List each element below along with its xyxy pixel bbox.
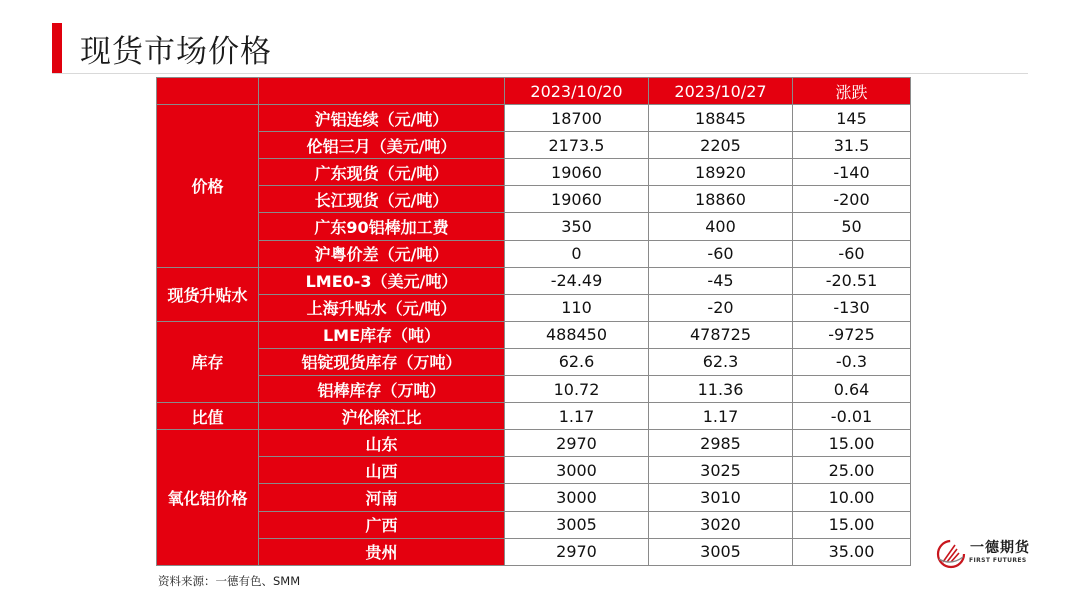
page-title: 现货市场价格 xyxy=(80,34,272,70)
value-cell-date-1: 18700 xyxy=(505,105,649,132)
table-row xyxy=(157,240,911,267)
item-cell: 广西 xyxy=(259,511,505,538)
value-cell-date-2: 2985 xyxy=(649,430,793,457)
table-row xyxy=(157,105,911,132)
header-cell-date-1: 2023/10/20 xyxy=(505,78,649,105)
value-cell-date-1: 2970 xyxy=(505,538,649,565)
value-cell-date-1: 3005 xyxy=(505,511,649,538)
item-cell: 长江现货（元/吨） xyxy=(259,186,505,213)
item-cell: LME0-3（美元/吨） xyxy=(259,267,505,294)
item-cell: 山西 xyxy=(259,457,505,484)
table-row xyxy=(157,484,911,511)
table-row xyxy=(157,267,911,294)
category-cell: 现货升贴水 xyxy=(157,267,259,321)
header-cell-category xyxy=(157,78,259,105)
logo-subtitle: FIRST FUTURES xyxy=(969,557,1027,564)
value-cell-date-1: 3000 xyxy=(505,457,649,484)
logo-name: 一德期货 xyxy=(970,540,1030,556)
value-cell-date-1: 110 xyxy=(505,294,649,321)
value-cell-date-1: 19060 xyxy=(505,186,649,213)
change-cell: -200 xyxy=(793,186,911,213)
change-cell: 35.00 xyxy=(793,538,911,565)
value-cell-date-2: -45 xyxy=(649,267,793,294)
change-cell: -0.3 xyxy=(793,348,911,375)
change-cell: 10.00 xyxy=(793,484,911,511)
category-cell: 价格 xyxy=(157,105,259,268)
value-cell-date-2: 11.36 xyxy=(649,376,793,403)
table-row xyxy=(157,159,911,186)
value-cell-date-1: 62.6 xyxy=(505,348,649,375)
item-cell: 山东 xyxy=(259,430,505,457)
table-row xyxy=(157,321,911,348)
value-cell-date-1: 19060 xyxy=(505,159,649,186)
value-cell-date-2: 3005 xyxy=(649,538,793,565)
value-cell-date-2: 3020 xyxy=(649,511,793,538)
value-cell-date-2: 18845 xyxy=(649,105,793,132)
change-cell: 145 xyxy=(793,105,911,132)
change-cell: -9725 xyxy=(793,321,911,348)
table-row xyxy=(157,213,911,240)
table-row xyxy=(157,376,911,403)
change-cell: 50 xyxy=(793,213,911,240)
item-cell: 沪伦除汇比 xyxy=(259,403,505,430)
change-cell: 15.00 xyxy=(793,511,911,538)
change-cell: -60 xyxy=(793,240,911,267)
item-cell: 广东90铝棒加工费 xyxy=(259,213,505,240)
value-cell-date-2: 3010 xyxy=(649,484,793,511)
category-cell: 氧化铝价格 xyxy=(157,430,259,565)
item-cell: 上海升贴水（元/吨） xyxy=(259,294,505,321)
change-cell: -0.01 xyxy=(793,403,911,430)
item-cell: 沪粤价差（元/吨） xyxy=(259,240,505,267)
item-cell: 贵州 xyxy=(259,538,505,565)
item-cell: LME库存（吨） xyxy=(259,321,505,348)
value-cell-date-2: 400 xyxy=(649,213,793,240)
table-row xyxy=(157,538,911,565)
value-cell-date-1: -24.49 xyxy=(505,267,649,294)
table-row xyxy=(157,430,911,457)
header-cell-date-2: 2023/10/27 xyxy=(649,78,793,105)
value-cell-date-1: 0 xyxy=(505,240,649,267)
category-cell: 比值 xyxy=(157,403,259,430)
value-cell-date-2: -20 xyxy=(649,294,793,321)
table-row xyxy=(157,348,911,375)
value-cell-date-1: 1.17 xyxy=(505,403,649,430)
category-cell: 库存 xyxy=(157,321,259,402)
item-cell: 广东现货（元/吨） xyxy=(259,159,505,186)
table-row xyxy=(157,511,911,538)
value-cell-date-2: 2205 xyxy=(649,132,793,159)
value-cell-date-2: -60 xyxy=(649,240,793,267)
item-cell: 伦铝三月（美元/吨） xyxy=(259,132,505,159)
value-cell-date-1: 488450 xyxy=(505,321,649,348)
change-cell: 31.5 xyxy=(793,132,911,159)
item-cell: 铝锭现货库存（万吨） xyxy=(259,348,505,375)
table-row xyxy=(157,294,911,321)
table-row xyxy=(157,457,911,484)
change-cell: 0.64 xyxy=(793,376,911,403)
change-cell: -20.51 xyxy=(793,267,911,294)
table-row xyxy=(157,403,911,430)
table-body xyxy=(157,105,911,566)
change-cell: 25.00 xyxy=(793,457,911,484)
source-note: 资料来源：一德有色、SMM xyxy=(158,574,301,588)
value-cell-date-2: 18920 xyxy=(649,159,793,186)
value-cell-date-1: 2173.5 xyxy=(505,132,649,159)
table-row xyxy=(157,186,911,213)
change-cell: -130 xyxy=(793,294,911,321)
value-cell-date-1: 350 xyxy=(505,213,649,240)
value-cell-date-1: 2970 xyxy=(505,430,649,457)
change-cell: -140 xyxy=(793,159,911,186)
item-cell: 沪铝连续（元/吨） xyxy=(259,105,505,132)
value-cell-date-2: 478725 xyxy=(649,321,793,348)
table-header-row xyxy=(157,78,911,105)
value-cell-date-1: 3000 xyxy=(505,484,649,511)
value-cell-date-2: 1.17 xyxy=(649,403,793,430)
title-accent-bar xyxy=(52,23,62,73)
value-cell-date-2: 18860 xyxy=(649,186,793,213)
title-divider xyxy=(52,73,1028,74)
header-cell-item xyxy=(259,78,505,105)
item-cell: 铝棒库存（万吨） xyxy=(259,376,505,403)
table-row xyxy=(157,132,911,159)
header-cell-change: 涨跌 xyxy=(793,78,911,105)
change-cell: 15.00 xyxy=(793,430,911,457)
value-cell-date-1: 10.72 xyxy=(505,376,649,403)
value-cell-date-2: 3025 xyxy=(649,457,793,484)
price-table xyxy=(156,77,911,566)
value-cell-date-2: 62.3 xyxy=(649,348,793,375)
item-cell: 河南 xyxy=(259,484,505,511)
